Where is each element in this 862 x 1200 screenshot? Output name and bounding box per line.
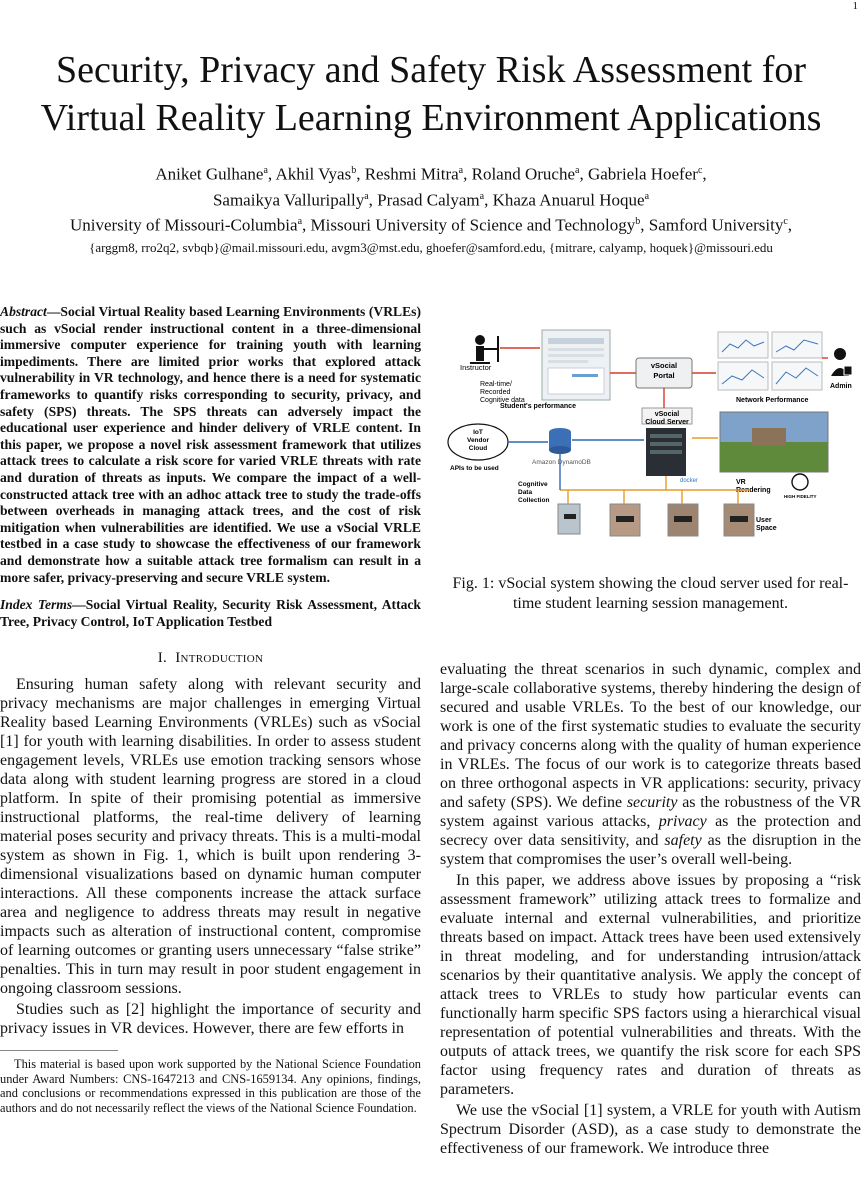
instructor-icon (470, 335, 498, 364)
index-terms (0, 596, 421, 630)
paper-title: Security, Privacy and Safety Risk Assessment for Virtual Reality Learning Environment Applications (40, 49, 822, 139)
paragraph-text: as the robustness of the VR system against various attacks, (440, 794, 861, 830)
vr-rendering-label-2: Rendering (736, 487, 771, 494)
affiliations-affiliation-mark: c (783, 216, 788, 228)
figure-1 (440, 318, 861, 580)
iot-label-3: Cloud (468, 445, 488, 452)
email-line: {arggm8, rro2q2, svbqb}@mail.missouri.edu, avgm3@mst.edu, ghoefer@samford.edu, {mitrare, calyamp, hoquek}@missouri.edu (89, 239, 773, 255)
affiliations-affiliation-mark: b (635, 216, 641, 228)
line1-name: Roland Oruche (471, 164, 576, 184)
emphasis-term: safety (664, 832, 702, 849)
cloud-server-label-1: vSocial (654, 411, 680, 418)
affiliations-affiliation-mark: a (297, 216, 303, 228)
line2-affiliation-mark: a (479, 190, 485, 202)
line1-name: Reshmi Mitra (364, 164, 459, 184)
section-title: Introduction (175, 650, 264, 667)
network-performance-label: Network Performance (736, 397, 809, 404)
portal-label-2: Portal (653, 371, 675, 380)
line1-affiliation-mark: a (575, 165, 580, 176)
section-heading (0, 650, 421, 667)
emphasis-term: privacy (658, 813, 707, 830)
dynamodb-label: Amazon DynamoDB (532, 459, 591, 466)
line2-affiliation-mark: a (644, 190, 650, 202)
page-number: 1 (852, 0, 858, 12)
cognitive-label-3: Collection (518, 497, 550, 504)
paragraph-text: In this paper, we address above issues by proposing a “risk assessment framework” utilizing attack trees to formalize and evaluate internal and external vulnerabilities, and prioritize threats based on impact. Attack trees have been used extensively in threat modeling, and for understanding intrusion/attack scenarios by their quantitative analysis. We apply the concept of attack trees to VRLEs to study how particular events can functionally harm specific SPS factors using a hierarchical visual representation of potential vulnerabilities and threats. With the outputs of attack trees, we quantify the risk score for each SPS factor using frequency rates and duration of threats as parameters. (440, 872, 861, 1098)
admin-label: Admin (830, 383, 852, 390)
affiliations-name: Samford University (648, 215, 784, 235)
line2-name: Khaza Anuarul Hoque (492, 190, 645, 210)
portal-label-1: vSocial (650, 361, 678, 370)
intro-paragraph-1: Ensuring human safety along with relevant security and privacy mechanisms are major challenges in emerging Virtual Reality based Learning Environments (VRLEs) such as vSocial [1] for youth with learning disabilities. In order to assess student engagement levels, VRLEs use emotion tracking sensors whose data along with student learning progress are stored in a cloud platform. In spite of their promising potential as immersive instructional platforms, the real-time delivery of learning material poses security and privacy threats. This is a multi-modal system as shown in Fig. 1, which is built upon rendering 3-dimensional visualizations based on dynamic human computer interactions. All these components increase the attack surface area and negligence to address threats may result in negative impacts such as alteration of instructional content, compromise of learning outcomes or granting users unnecessary “false strike” penalties. This in turn may result in poor student engagement in ongoing classroom sessions. (0, 676, 421, 998)
right-paragraph (440, 871, 861, 1099)
cloud-server-label-2: Cloud Server (645, 419, 689, 426)
line2-affiliation-mark: a (364, 190, 369, 202)
affiliations-separator: , (302, 215, 311, 235)
vr-rendering-label-1: VR (736, 479, 746, 486)
author-line-1 (0, 160, 862, 186)
iot-label-2: Vendor (466, 437, 490, 444)
realtime-label-2: Recorded (480, 389, 511, 396)
footnote: This material is based upon work supported by the National Science Foundation under Award Numbers: CNS-1647213 and CNS-1659134. Any opinions, findings, and conclusions or recommendations expressed in this publication are those of the authors and do not necessarily reflect the views of the National Science Foundation. (0, 1057, 421, 1115)
abstract-text: —Social Virtual Reality based Learning Environments (VRLEs) such as vSocial render instructional content in a three-dimensional immersive computer experience for training youth with learning impediments. There are limited prior works that explored attack vulnerability in VR technology, and hence there is a need for systematic frameworks to quantify risks corresponding to security, privacy, and safety (SPS) threats. The SPS threats can adversely impact the educational user experience and hinder delivery of VRLE content. In this paper, we propose a novel risk assessment framework that utilizes attack trees to calculate a risk score for varied VRLE threats with rate and duration of threats as inputs. We compare the impact of a well-constructed attack tree with an adhoc attack tree to study the trade-offs between overheads in managing attack trees, and the cost of risk mitigation when vulnerabilities are identified. We use a vSocial VRLE testbed in a case study to showcase the effectiveness of our framework and demonstrate how a suitable attack tree formalism can result in a more safer, privacy-preserving and secure VRLE system. (0, 304, 421, 585)
dynamodb-icon (549, 428, 571, 454)
intro-paragraph-2: Studies such as [2] highlight the importance of security and privacy issues in VR devices. However, there are few efforts in (0, 1001, 421, 1038)
author-block (0, 160, 862, 259)
affiliation-line (0, 211, 862, 237)
left-column (0, 304, 421, 1115)
user-space-label-2: Space (756, 525, 777, 532)
line1-affiliation-mark: a (458, 165, 464, 176)
right-column (440, 660, 861, 1158)
abstract (0, 304, 421, 586)
right-paragraph (440, 1101, 861, 1158)
line1-separator: , (579, 164, 588, 184)
affiliations-separator: , (787, 215, 793, 235)
footnote-rule (0, 1050, 118, 1051)
admin-icon (831, 348, 852, 376)
docker-label: docker (680, 478, 699, 484)
paragraph-text: We use the vSocial [1] system, a VRLE for youth with Autism Spectrum Disorder (ASD), as a case study to demonstrate the effectiveness of our framework. We introduce three (440, 1102, 861, 1157)
instructor-label: Instructor (460, 363, 492, 372)
affiliations-separator: , (640, 215, 649, 235)
figure-caption: Fig. 1: vSocial system showing the cloud server used for real-time student learning session management. (452, 575, 849, 612)
paragraph-text: as the protection and secrecy over data sensitivity, and (440, 813, 861, 849)
high-fidelity-label: HIGH FIDELITY (784, 494, 817, 499)
index-terms-text: —Social Virtual Reality, Security Risk Assessment, Attack Tree, Privacy Control, IoT Application Testbed (0, 597, 421, 630)
cognitive-label-1: Cognitive (518, 481, 548, 488)
line1-name: Akhil Vyas (275, 164, 352, 184)
index-terms-lead: Index Terms (0, 597, 73, 613)
network-performance-charts (718, 332, 822, 390)
line1-affiliation-mark: b (351, 165, 357, 176)
section-number: I. (157, 650, 168, 667)
line2-separator: , (484, 190, 493, 210)
students-performance-label: Student's performance (500, 403, 576, 410)
high-fidelity-logo (792, 474, 808, 490)
paragraph-text: evaluating the threat scenarios in such dynamic, complex and large-scale collaborative systems, thereby hindering the design of secured and usable VRLEs. To the best of our knowledge, our work is one of the first systematic studies to evaluate the security and privacy concerns along with the quality of human experience in VRLEs. The focus of our work is to categorize threats based on three orthogonal aspects in VR applications: security, privacy and safety (SPS). We define (440, 661, 861, 811)
line1-separator: , (267, 164, 276, 184)
line2-name: Prasad Calyam (377, 190, 480, 210)
user-space-label-1: User (756, 517, 772, 524)
line1-affiliation-mark: c (697, 165, 703, 176)
line2-name: Samaikya Valluripally (212, 190, 365, 210)
iot-label-1: IoT (473, 429, 483, 436)
server-icon (646, 428, 686, 476)
author-line-2 (0, 186, 862, 212)
line1-separator: , (463, 164, 472, 184)
user-headset-icons (558, 504, 754, 536)
affiliations-name: University of Missouri-Columbia (69, 215, 298, 235)
line1-name: Aniket Gulhane (155, 164, 264, 184)
line2-separator: , (368, 190, 378, 210)
right-paragraph (440, 660, 861, 869)
line1-name: Gabriela Hoefer (587, 164, 698, 184)
line1-separator: , (356, 164, 365, 184)
realtime-label-1: Real-time/ (480, 381, 512, 388)
apis-label: APIs to be used (450, 465, 499, 472)
realtime-label-3: Cognitive data (480, 397, 525, 404)
emphasis-term: security (626, 794, 678, 811)
paragraph-text: as the disruption in the system that compromises the user’s overall well-being. (440, 832, 861, 868)
line1-affiliation-mark: a (263, 165, 268, 176)
abstract-lead: Abstract (0, 304, 47, 319)
line1-separator: , (702, 164, 707, 184)
affiliations-name: Missouri University of Science and Technology (310, 215, 636, 235)
cognitive-label-2: Data (518, 489, 533, 496)
